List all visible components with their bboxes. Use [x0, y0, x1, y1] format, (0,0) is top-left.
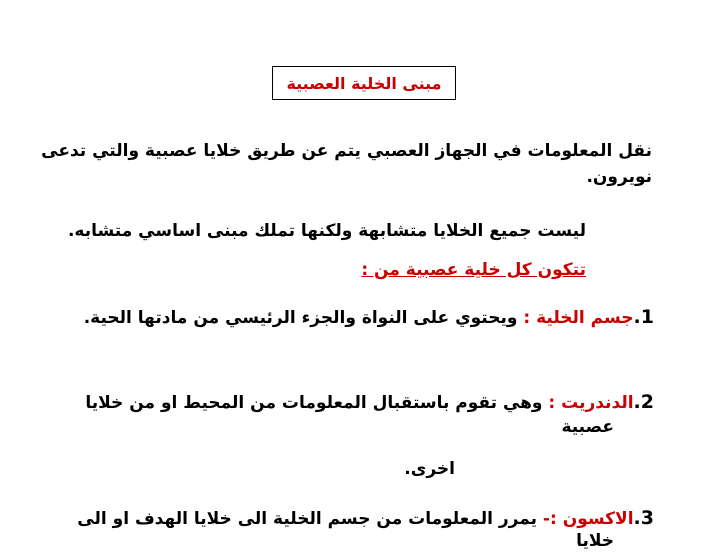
list-item-2-number: 2. [633, 391, 654, 413]
list-item-1-term: جسم الخلية : [523, 308, 634, 328]
paragraph-2: ليست جميع الخلايا متشابهة ولكنها تملك مبنى اساسي متشابه. [67, 221, 586, 241]
list-item-2 [85, 391, 654, 414]
list-item-3-text: يمرر المعلومات من جسم الخلية الى خلايا الهدف او الى [77, 509, 543, 529]
list-item-3-term: الاكسون :- [542, 509, 634, 529]
paragraph-1-line-2: نويرون. [586, 167, 652, 187]
list-item-2-line-2: عصبية [561, 417, 614, 437]
list-item-1-text: ويحتوي على النواة والجزء الرئيسي من مادتها الحية. [83, 308, 524, 328]
title-box [272, 66, 456, 100]
list-item-1-number: 1. [633, 306, 654, 328]
list-item-3 [77, 507, 654, 530]
list-item-2-term: الدندريت : [548, 393, 634, 413]
list-item-1 [84, 306, 654, 329]
section-heading: تتكون كل خلية عصبية من : [361, 260, 586, 280]
slide-title: مبنى الخلية العصبية [286, 73, 442, 93]
list-item-3-line-2: خلايا [576, 531, 614, 551]
list-item-2-text: وهي تقوم باستقبال المعلومات من المحيط او من خلايا [85, 393, 549, 413]
paragraph-1-line-1: نقل المعلومات في الجهاز العصبي يتم عن طريق خلايا عصبية والتي تدعى [41, 141, 652, 161]
list-item-3-number: 3. [633, 507, 654, 529]
list-item-2-line-3: اخرى. [404, 459, 455, 479]
